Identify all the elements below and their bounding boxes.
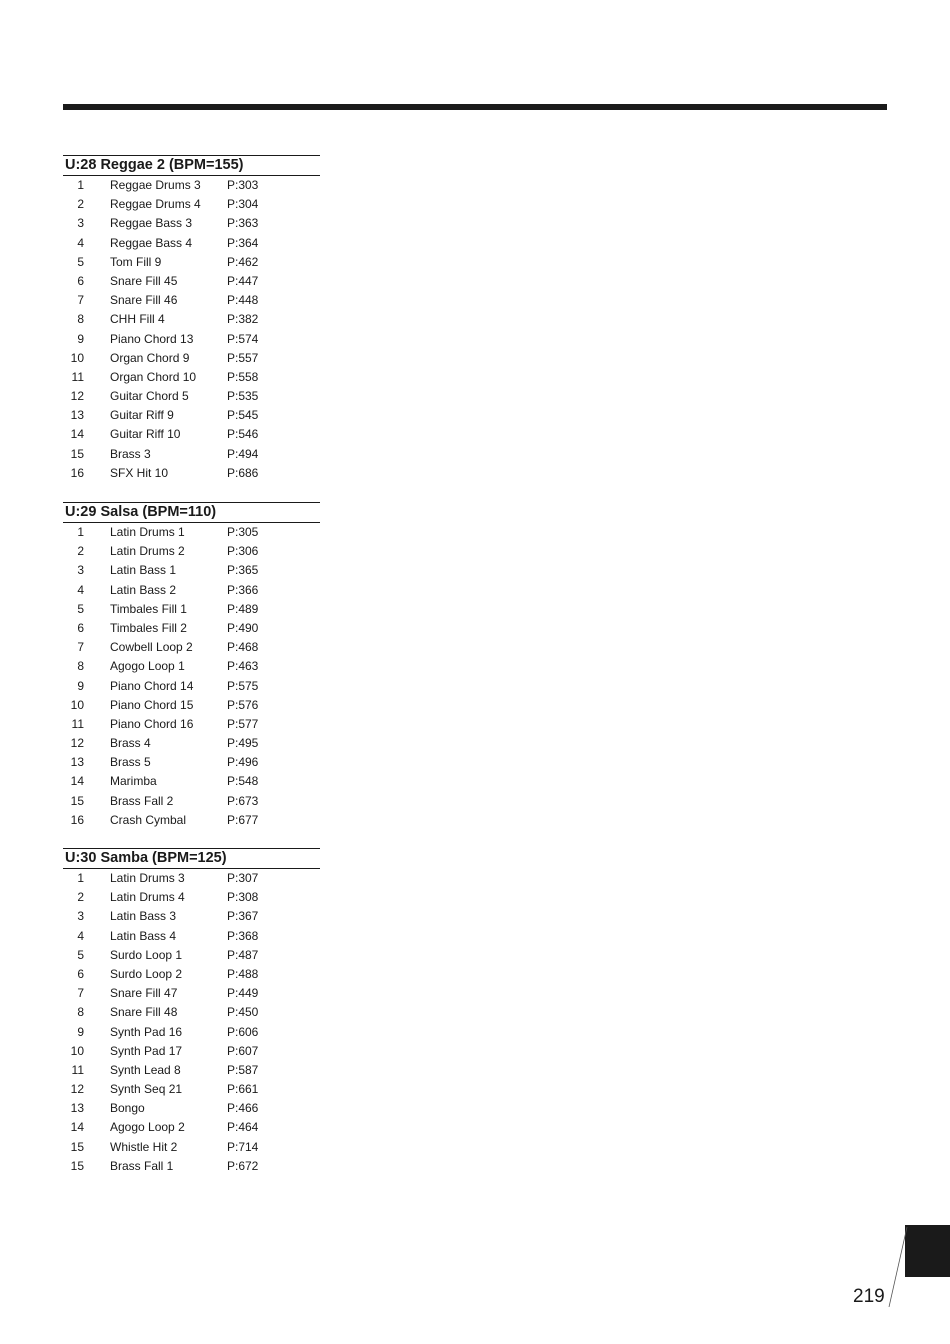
part-number: 9 [77, 678, 84, 693]
part-number: 15 [70, 1139, 84, 1154]
part-name: Piano Chord 14 [110, 678, 194, 693]
part-number: 11 [71, 1062, 84, 1077]
part-number: 6 [77, 620, 84, 635]
patch-number: P:494 [227, 446, 259, 461]
part-number: 12 [70, 389, 84, 404]
part-number: 5 [77, 947, 84, 962]
part-name: Brass 5 [110, 755, 151, 770]
style-section-samba [63, 848, 320, 1176]
table-row [63, 561, 320, 580]
table-row [63, 811, 320, 830]
part-number: 13 [70, 755, 84, 770]
part-name: Cowbell Loop 2 [110, 640, 193, 655]
table-row [63, 753, 320, 772]
part-name: Latin Drums 1 [110, 525, 185, 539]
patch-number: P:303 [227, 178, 259, 192]
section-title: U:28 Reggae 2 (BPM=155) [63, 155, 320, 176]
part-name: Piano Chord 13 [110, 331, 194, 346]
patch-number: P:575 [227, 678, 259, 693]
part-name: Snare Fill 46 [110, 293, 178, 308]
part-list [63, 176, 320, 483]
part-name: Brass Fall 1 [110, 1158, 174, 1173]
table-row [63, 946, 320, 965]
table-row [63, 581, 320, 600]
part-number: 11 [71, 716, 84, 731]
part-name: Tom Fill 9 [110, 254, 162, 269]
table-row [63, 330, 320, 349]
table-row [63, 542, 320, 561]
table-row [63, 1003, 320, 1022]
chapter-tab [905, 1225, 950, 1277]
part-name: Latin Bass 4 [110, 928, 177, 943]
patch-number: P:463 [227, 659, 259, 674]
table-row [63, 1042, 320, 1061]
part-name: CHH Fill 4 [110, 312, 165, 327]
part-name: Timbales Fill 1 [110, 601, 187, 616]
part-number: 4 [77, 582, 84, 597]
part-name: Reggae Bass 4 [110, 235, 193, 250]
patch-number: P:606 [227, 1024, 259, 1039]
patch-number: P:677 [227, 812, 259, 827]
part-number: 8 [77, 312, 84, 327]
part-number: 4 [77, 235, 84, 250]
patch-number: P:364 [227, 235, 259, 250]
patch-number: P:308 [227, 890, 259, 905]
table-row [63, 907, 320, 926]
table-row [63, 696, 320, 715]
part-name: Latin Drums 4 [110, 890, 185, 905]
patch-number: P:546 [227, 427, 259, 442]
table-row [63, 1061, 320, 1080]
table-row [63, 406, 320, 425]
part-number: 1 [77, 871, 84, 885]
patch-number: P:462 [227, 254, 259, 269]
part-number: 14 [70, 774, 84, 789]
patch-number: P:672 [227, 1158, 259, 1173]
table-row [63, 1138, 320, 1157]
table-row [63, 638, 320, 657]
header-rule [63, 104, 887, 110]
patch-number: P:363 [227, 216, 259, 231]
patch-number: P:368 [227, 928, 259, 943]
table-row [63, 464, 320, 483]
part-name: Brass 3 [110, 446, 151, 461]
part-number: 8 [77, 1005, 84, 1020]
part-number: 12 [70, 736, 84, 751]
part-name: Reggae Drums 4 [110, 197, 201, 212]
patch-number: P:468 [227, 640, 259, 655]
part-name: Snare Fill 48 [110, 1005, 178, 1020]
patch-number: P:587 [227, 1062, 259, 1077]
part-name: Piano Chord 16 [110, 716, 194, 731]
part-name: Brass 4 [110, 736, 151, 751]
table-row [63, 272, 320, 291]
table-row [63, 619, 320, 638]
part-number: 6 [77, 966, 84, 981]
part-name: Latin Bass 3 [110, 909, 177, 924]
table-row [63, 600, 320, 619]
table-row [63, 310, 320, 329]
part-number: 3 [77, 216, 84, 231]
table-row [63, 1080, 320, 1099]
patch-number: P:577 [227, 716, 259, 731]
part-name: Reggae Drums 3 [110, 178, 201, 192]
part-name: Agogo Loop 1 [110, 659, 185, 674]
part-list [63, 869, 320, 1176]
patch-number: P:576 [227, 697, 259, 712]
table-row [63, 657, 320, 676]
part-number: 1 [77, 178, 84, 192]
section-title: U:30 Samba (BPM=125) [63, 848, 320, 869]
part-name: Whistle Hit 2 [110, 1139, 178, 1154]
table-row [63, 772, 320, 791]
part-name: Brass Fall 2 [110, 793, 174, 808]
table-row [63, 368, 320, 387]
part-number: 15 [70, 446, 84, 461]
part-name: Synth Seq 21 [110, 1082, 183, 1097]
patch-number: P:607 [227, 1043, 259, 1058]
part-name: Piano Chord 15 [110, 697, 194, 712]
part-name: Latin Bass 1 [110, 563, 177, 578]
section-title: U:29 Salsa (BPM=110) [63, 502, 320, 523]
part-number: 13 [70, 1101, 84, 1116]
part-number: 4 [77, 928, 84, 943]
part-name: Synth Pad 16 [110, 1024, 183, 1039]
part-number: 7 [77, 986, 84, 1001]
patch-number: P:686 [227, 465, 259, 480]
page-number: 219 [853, 1286, 885, 1307]
part-name: SFX Hit 10 [110, 465, 169, 480]
part-name: Marimba [110, 774, 157, 789]
patch-number: P:557 [227, 350, 259, 365]
part-number: 9 [77, 1024, 84, 1039]
patch-number: P:548 [227, 774, 259, 789]
part-number: 11 [71, 369, 84, 384]
patch-number: P:307 [227, 871, 259, 885]
patch-number: P:661 [227, 1082, 259, 1097]
patch-number: P:489 [227, 601, 259, 616]
table-row [63, 734, 320, 753]
patch-number: P:487 [227, 947, 259, 962]
part-number: 13 [70, 408, 84, 423]
patch-number: P:488 [227, 966, 259, 981]
part-number: 10 [70, 697, 84, 712]
part-number: 10 [70, 1043, 84, 1058]
part-number: 7 [77, 293, 84, 308]
table-row [63, 425, 320, 444]
part-number: 2 [77, 890, 84, 905]
part-name: Timbales Fill 2 [110, 620, 187, 635]
table-row [63, 349, 320, 368]
part-number: 5 [77, 254, 84, 269]
part-name: Snare Fill 45 [110, 273, 178, 288]
part-number: 16 [70, 812, 84, 827]
patch-number: P:496 [227, 755, 259, 770]
part-number: 1 [77, 525, 84, 539]
table-row [63, 1099, 320, 1118]
part-number: 14 [70, 427, 84, 442]
table-row [63, 1118, 320, 1137]
part-number: 2 [77, 544, 84, 559]
style-section-reggae-2 [63, 155, 320, 483]
table-row [63, 792, 320, 811]
table-row [63, 984, 320, 1003]
patch-number: P:495 [227, 736, 259, 751]
part-number: 16 [70, 465, 84, 480]
patch-number: P:447 [227, 273, 259, 288]
part-name: Guitar Chord 5 [110, 389, 189, 404]
part-name: Organ Chord 10 [110, 369, 197, 384]
table-row [63, 869, 320, 888]
patch-number: P:450 [227, 1005, 259, 1020]
part-number: 8 [77, 659, 84, 674]
table-row [63, 176, 320, 195]
table-row [63, 888, 320, 907]
patch-number: P:673 [227, 793, 259, 808]
part-number: 9 [77, 331, 84, 346]
part-name: Latin Drums 2 [110, 544, 185, 559]
part-name: Agogo Loop 2 [110, 1120, 185, 1135]
patch-number: P:558 [227, 369, 259, 384]
part-name: Snare Fill 47 [110, 986, 178, 1001]
part-list [63, 523, 320, 830]
table-row [63, 927, 320, 946]
patch-number: P:466 [227, 1101, 259, 1116]
patch-number: P:449 [227, 986, 259, 1001]
table-row [63, 1023, 320, 1042]
patch-number: P:382 [227, 312, 259, 327]
part-name: Reggae Bass 3 [110, 216, 193, 231]
patch-number: P:365 [227, 563, 259, 578]
part-number: 14 [70, 1120, 84, 1135]
patch-number: P:714 [227, 1139, 259, 1154]
table-row [63, 677, 320, 696]
table-row [63, 387, 320, 406]
part-number: 15 [70, 1158, 84, 1173]
style-section-salsa [63, 502, 320, 830]
part-name: Crash Cymbal [110, 812, 187, 827]
part-number: 7 [77, 640, 84, 655]
patch-number: P:367 [227, 909, 259, 924]
part-number: 15 [70, 793, 84, 808]
page-corner-slash [887, 1227, 909, 1307]
part-number: 12 [70, 1082, 84, 1097]
part-name: Latin Bass 2 [110, 582, 177, 597]
part-name: Surdo Loop 2 [110, 966, 183, 981]
table-row [63, 234, 320, 253]
part-name: Guitar Riff 9 [110, 408, 174, 423]
table-row [63, 214, 320, 233]
patch-number: P:535 [227, 389, 259, 404]
part-name: Synth Lead 8 [110, 1062, 181, 1077]
part-number: 2 [77, 197, 84, 212]
part-name: Synth Pad 17 [110, 1043, 183, 1058]
part-number: 6 [77, 273, 84, 288]
part-name: Bongo [110, 1101, 145, 1116]
part-number: 3 [77, 563, 84, 578]
table-row [63, 195, 320, 214]
patch-number: P:448 [227, 293, 259, 308]
patch-number: P:305 [227, 525, 259, 539]
table-row [63, 715, 320, 734]
patch-number: P:366 [227, 582, 259, 597]
patch-number: P:306 [227, 544, 259, 559]
part-number: 3 [77, 909, 84, 924]
table-row [63, 291, 320, 310]
table-row [63, 1157, 320, 1176]
part-name: Guitar Riff 10 [110, 427, 181, 442]
part-name: Organ Chord 9 [110, 350, 190, 365]
table-row [63, 965, 320, 984]
part-number: 5 [77, 601, 84, 616]
patch-number: P:490 [227, 620, 259, 635]
table-row [63, 523, 320, 542]
patch-number: P:545 [227, 408, 259, 423]
table-row [63, 445, 320, 464]
patch-number: P:464 [227, 1120, 259, 1135]
part-name: Latin Drums 3 [110, 871, 185, 885]
table-row [63, 253, 320, 272]
patch-number: P:574 [227, 331, 259, 346]
part-name: Surdo Loop 1 [110, 947, 183, 962]
patch-number: P:304 [227, 197, 259, 212]
part-number: 10 [70, 350, 84, 365]
